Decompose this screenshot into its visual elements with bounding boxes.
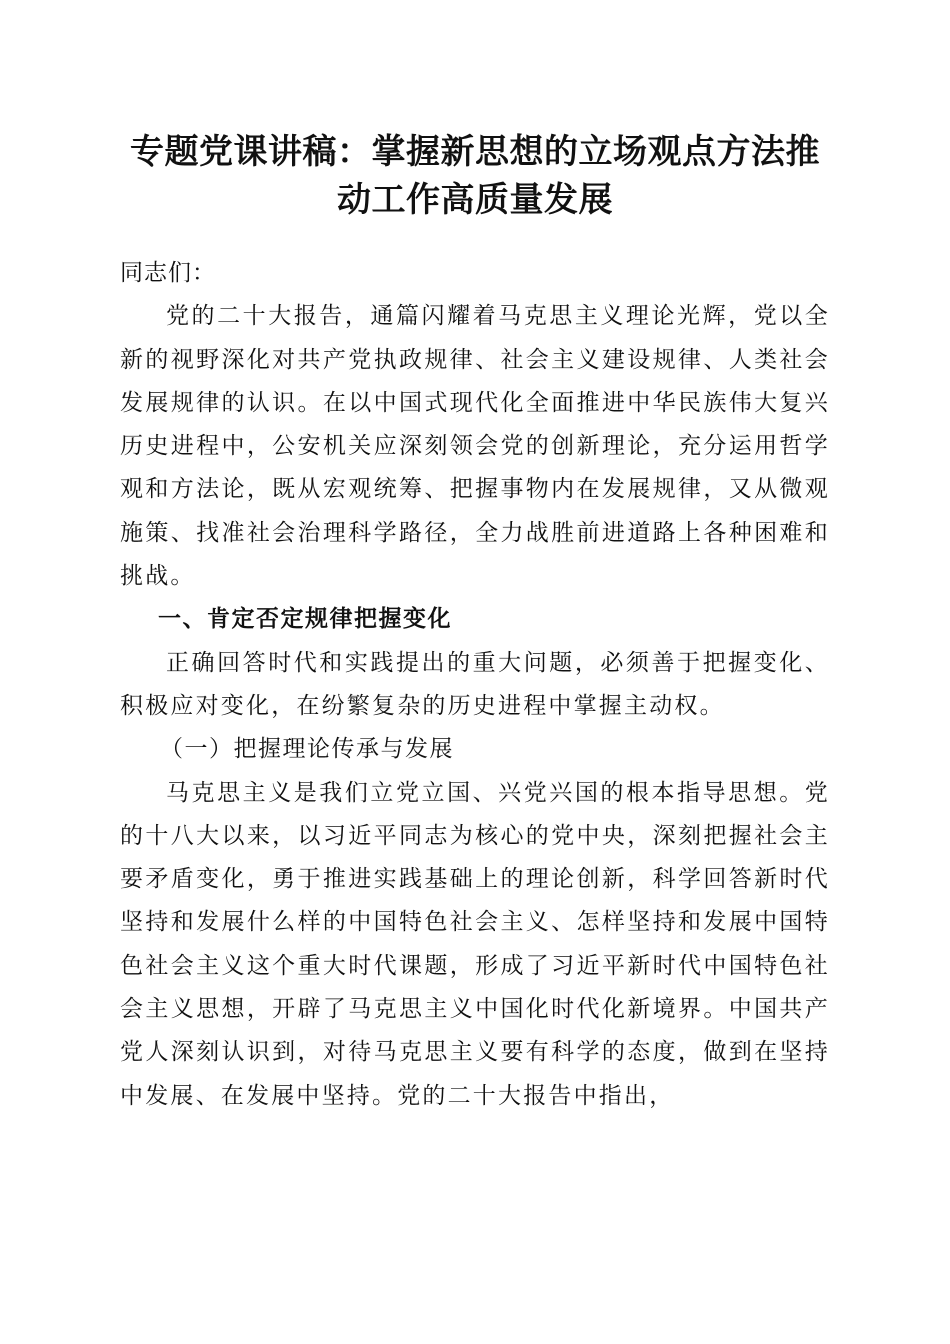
title-line-1: 专题党课讲稿：掌握新思想的立场观点方法推	[130, 132, 820, 172]
section-heading-1: 一、肯定否定规律把握变化	[158, 606, 452, 633]
paragraph-subsection-1: 马克思主义是我们立党立国、兴党兴国的根本指导思想。党的十八大以来，以习近平同志为核心的党中央，深刻把握社会主要矛盾变化，勇于推进实践基础上的理论创新，科学回答新时代坚持和发展什么样的中国特色社会主义、怎样坚持和发展中国特色社会主义这个重大时代课题，形成了习近平新时代中国特色社会主义思想，开辟了马克思主义中国化时代化新境界。中国共产党人深刻认识到，对待马克思主义要有科学的态度，做到在坚持中发展、在发展中坚持。党的二十大报告中指出，	[120, 779, 830, 1109]
subsection-heading-1: （一）把握理论传承与发展	[160, 736, 454, 763]
paragraph-section-1: 正确回答时代和实践提出的重大问题，必须善于把握变化、积极应对变化，在纷繁复杂的历史进程中掌握主动权。	[120, 649, 830, 719]
title-line-2: 动工作高质量发展	[337, 180, 613, 220]
document-title	[110, 128, 840, 224]
paragraph-intro: 党的二十大报告，通篇闪耀着马克思主义理论光辉，党以全新的视野深化对共产党执政规律、社会主义建设规律、人类社会发展规律的认识。在以中国式现代化全面推进中华民族伟大复兴历史进程中，公安机关应深刻领会党的创新理论，充分运用哲学观和方法论，既从宏观统筹、把握事物内在发展规律，又从微观施策、找准社会治理科学路径，全力战胜前进道路上各种困难和挑战。	[120, 303, 830, 590]
greeting: 同志们：	[120, 260, 216, 286]
document-body	[120, 252, 830, 1118]
